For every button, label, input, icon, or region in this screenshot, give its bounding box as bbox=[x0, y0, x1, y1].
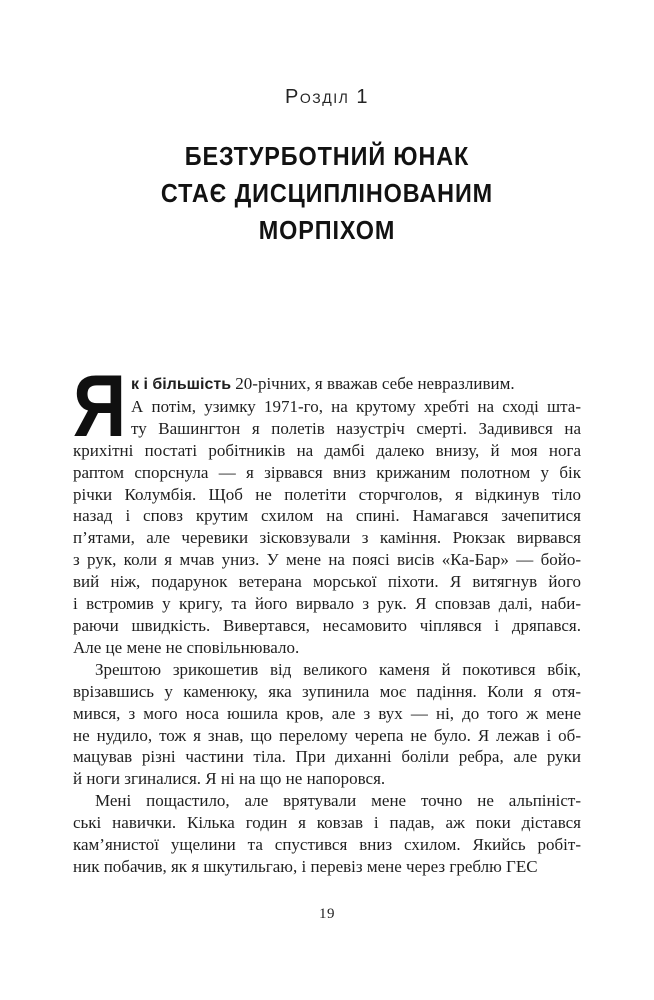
text-line: з рук, коли я мчав униз. У мене на поясі висів «Ка-Бар» — бойо- bbox=[73, 550, 581, 570]
text-line: річки Колумбія. Щоб не полетіти сторчголов, я відкинув тіло bbox=[73, 484, 581, 504]
text-line: Але це мене не сповільнювало. bbox=[73, 637, 300, 657]
chapter-label: Розділ 1 bbox=[285, 86, 369, 108]
chapter-title bbox=[33, 138, 622, 249]
drop-cap bbox=[73, 356, 131, 455]
text-line: назад і сповз крутим схилом на спині. Намагався зачепитися bbox=[73, 506, 581, 526]
text-line: кам’янистої ущелини та спустився вниз схилом. Якийсь робіт- bbox=[73, 835, 581, 855]
paragraph bbox=[73, 356, 581, 659]
text-line: врізавшись у каменюку, яка зупинила моє падіння. Коли я отя- bbox=[73, 681, 581, 701]
body-text bbox=[73, 356, 581, 878]
lead-in-bold: к і більшість bbox=[131, 376, 232, 393]
chapter-title-line-2: СТАЄ ДИСЦИПЛІНОВАНИМ bbox=[160, 178, 494, 208]
chapter-title-line-3: МОРПІХОМ bbox=[258, 215, 396, 245]
text-line: не нудило, тож я знав, що перелому черепа не було. Я лежав і об- bbox=[73, 725, 581, 745]
drop-cap-letter: Я bbox=[73, 356, 127, 455]
text-line: п’ятами, але черевики зісковзували з каміння. Рюкзак вирвався bbox=[73, 528, 581, 548]
page-number: 19 bbox=[319, 906, 335, 922]
text-line: вий ніж, подарунок ветерана морської піхоти. Я витягнув його bbox=[73, 572, 581, 592]
text-line: ту Вашингтон я полетів назустріч смерті. Задивився на bbox=[131, 418, 581, 438]
text-line: і встромив у кригу, та його вирвало з рук. Я сповзав далі, наби- bbox=[73, 594, 581, 614]
paragraph bbox=[73, 790, 581, 878]
text-line: Зрештою зрикошетив від великого каменя й покотився вбік, bbox=[95, 659, 581, 679]
text-line: мився, з мого носа юшила кров, але з вух — ні, до того ж мене bbox=[73, 703, 581, 723]
text-line: ник побачив, як я шкутильгаю, і перевіз мене через греблю ГЕС bbox=[73, 856, 538, 876]
text-line: раптом спорснула — я зірвався вниз крижаним полотном у бік bbox=[73, 462, 581, 482]
chapter-title-line-1: БЕЗТУРБОТНИЙ ЮНАК bbox=[184, 141, 470, 171]
text-line: Мені пощастило, але врятували мене точно не альпініст- bbox=[95, 791, 581, 811]
text-line: й ноги згиналися. Я ні на що не напоровся. bbox=[73, 769, 386, 789]
text-line: мацував різні частини тіла. При диханні боліли ребра, але руки bbox=[73, 747, 581, 767]
paragraphs bbox=[73, 356, 581, 878]
text-line: крихітні постаті робітників на дамбі далеко внизу, й моя нога bbox=[73, 440, 581, 460]
text-line: к і більшість 20-річних, я вважав себе невразливим. bbox=[131, 374, 515, 393]
text-line: раючи швидкість. Вивертався, несамовито чіплявся і дряпався. bbox=[73, 615, 581, 635]
text-line: ські навички. Кілька годин я ковзав і падав, аж поки дістався bbox=[73, 813, 581, 833]
text-line: А потім, узимку 1971-го, на крутому хребті на сході шта- bbox=[131, 396, 581, 416]
paragraph bbox=[73, 659, 581, 790]
